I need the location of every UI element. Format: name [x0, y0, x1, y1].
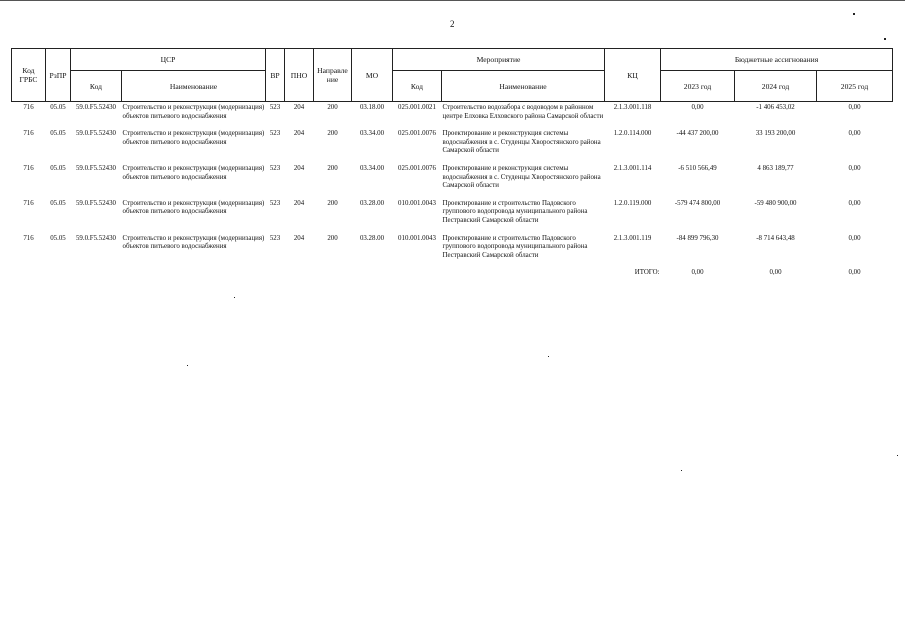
cell-direction: 200 [327, 130, 338, 138]
cell-csr-name: Строительство и реконструкция (модернизация) объектов питьевого водоснабжения [122, 130, 265, 146]
cell-vr: 523 [269, 164, 281, 172]
col-header-kc: КЦ [605, 49, 661, 102]
col-header-budget: Бюджетные ассигнования [661, 49, 893, 71]
col-header-mo: МО [352, 49, 393, 102]
cell-mo: 03.34.00 [359, 164, 385, 172]
cell-2025: 0,00 [848, 130, 861, 138]
cell-vr: 523 [269, 104, 281, 111]
cell-rzpr: 05.05 [50, 199, 66, 207]
cell-2023: 0,00 [691, 104, 704, 111]
cell-kc: 2.1.3.001.114 [613, 164, 652, 172]
col-header-event: Мероприятие [393, 49, 605, 71]
cell-rzpr: 05.05 [50, 104, 66, 111]
page-number: 2 [450, 19, 455, 29]
cell-grbs: 716 [23, 199, 34, 207]
col-header-grbs: Код ГРБС [12, 49, 46, 102]
table-row [12, 102, 893, 129]
col-header-rzpr: РзПР [46, 49, 71, 102]
cell-csr-code: 59.0.F5.52430 [75, 234, 116, 242]
cell-event-name: Строительство водозабора с водоводом в районном центре Елховка Елховского района Самарской области [442, 104, 604, 120]
cell-direction: 200 [327, 104, 338, 111]
cell-grbs: 716 [23, 164, 34, 172]
cell-csr-code: 59.0.F5.52430 [75, 104, 116, 111]
cell-mo: 03.18.00 [359, 104, 385, 111]
cell-vr: 523 [269, 130, 281, 138]
scan-speck [681, 470, 682, 471]
cell-2024: 4 863 189,77 [757, 164, 794, 172]
cell-kc: 1.2.0.114.000 [613, 130, 652, 138]
col-header-2024: 2024 год [735, 71, 817, 102]
scan-speck [897, 455, 898, 456]
cell-event-name: Проектирование и строительство Падовского группового водопровода муниципального района Пестравский Самарской области [442, 234, 588, 259]
col-header-csr-code: Код [71, 71, 122, 102]
table-row [12, 163, 893, 198]
cell-csr-name: Строительство и реконструкция (модернизация) объектов питьевого водоснабжения [122, 104, 265, 120]
cell-csr-name: Строительство и реконструкция (модернизация) объектов питьевого водоснабжения [122, 164, 265, 181]
cell-pno: 204 [293, 199, 305, 207]
cell-grbs: 716 [23, 234, 34, 242]
col-header-event-name: Наименование [442, 71, 605, 102]
scan-speck [548, 356, 549, 357]
cell-mo: 03.28.00 [359, 234, 385, 242]
cell-csr-name: Строительство и реконструкция (модернизация) объектов питьевого водоснабжения [122, 234, 265, 251]
cell-2023: -84 899 796,30 [676, 234, 719, 242]
cell-rzpr: 05.05 [50, 130, 66, 138]
cell-mo: 03.28.00 [359, 199, 385, 207]
cell-event-name: Проектирование и реконструкция системы водоснабжения в с. Студенцы Хворостянского района Самарской области [442, 164, 601, 190]
cell-vr: 523 [269, 199, 281, 207]
cell-2024: -59 480 900,00 [754, 199, 797, 207]
col-header-direction: Направле ние [314, 49, 352, 102]
cell-csr-code: 59.0.F5.52430 [75, 199, 116, 207]
cell-grbs: 716 [23, 130, 34, 138]
cell-pno: 204 [293, 164, 305, 172]
cell-rzpr: 05.05 [50, 164, 66, 172]
total-2025: 0,00 [848, 269, 861, 277]
cell-mo: 03.34.00 [359, 130, 385, 138]
total-2024: 0,00 [769, 269, 782, 277]
col-header-csr: ЦСР [71, 49, 266, 71]
cell-event-name: Проектирование и реконструкция системы водоснабжения в с. Студенцы Хворостянского района Самарской области [442, 130, 601, 155]
table-body [12, 102, 893, 285]
cell-rzpr: 05.05 [50, 234, 66, 242]
scan-top-edge [0, 0, 905, 1]
cell-csr-code: 59.0.F5.52430 [75, 130, 116, 138]
cell-pno: 204 [293, 130, 305, 138]
col-header-vr: ВР [266, 49, 285, 102]
col-header-event-code: Код [393, 71, 442, 102]
col-header-csr-name: Наименование [122, 71, 266, 102]
cell-csr-name: Строительство и реконструкция (модернизация) объектов питьевого водоснабжения [122, 199, 265, 216]
cell-2024: 33 193 200,00 [755, 130, 796, 138]
cell-kc: 2.1.3.001.119 [613, 234, 652, 242]
cell-2025: 0,00 [848, 104, 861, 111]
cell-2024: -8 714 643,48 [756, 234, 795, 242]
cell-event-code: 025.001.0076 [398, 164, 436, 172]
col-header-pno: ПНО [285, 49, 314, 102]
table-row [12, 198, 893, 233]
cell-2023: -44 437 200,00 [676, 130, 719, 138]
total-label: ИТОГО: [634, 269, 660, 277]
table-header [12, 49, 893, 102]
total-row [12, 267, 893, 285]
cell-direction: 200 [327, 234, 338, 242]
cell-pno: 204 [293, 104, 305, 111]
scan-speck [234, 297, 235, 298]
cell-event-code: 010.001.0043 [398, 234, 436, 242]
cell-2025: 0,00 [848, 164, 861, 172]
budget-allocations-table [11, 48, 893, 285]
cell-kc: 1.2.0.119.000 [613, 199, 652, 207]
total-2023: 0,00 [691, 269, 704, 277]
cell-2025: 0,00 [848, 234, 861, 242]
col-header-2023: 2023 год [661, 71, 735, 102]
scan-speck [884, 38, 886, 40]
cell-event-code: 025.001.0076 [398, 130, 436, 138]
cell-kc: 2.1.3.001.118 [613, 104, 652, 111]
table-row [12, 128, 893, 163]
col-header-2025: 2025 год [817, 71, 893, 102]
cell-event-code: 010.001.0043 [398, 199, 436, 207]
cell-grbs: 716 [23, 104, 34, 111]
cell-direction: 200 [327, 164, 338, 172]
cell-2025: 0,00 [848, 199, 861, 207]
table-row [12, 233, 893, 268]
cell-event-name: Проектирование и строительство Падовского группового водопровода муниципального района Пестравский Самарской области [442, 199, 588, 224]
cell-pno: 204 [293, 234, 305, 242]
cell-vr: 523 [269, 234, 281, 242]
cell-direction: 200 [327, 199, 338, 207]
cell-csr-code: 59.0.F5.52430 [75, 164, 116, 172]
cell-event-code: 025.001.0021 [398, 104, 436, 111]
cell-2023: -6 510 566,49 [678, 164, 717, 172]
scan-speck [853, 13, 855, 15]
scan-speck [187, 365, 188, 366]
cell-2024: -1 406 453,02 [756, 104, 795, 111]
cell-2023: -579 474 800,00 [674, 199, 721, 207]
